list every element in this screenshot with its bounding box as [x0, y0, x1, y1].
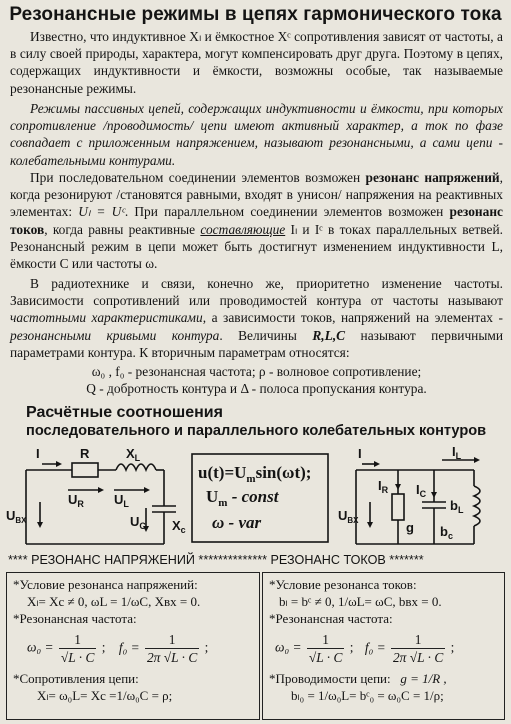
voltage-resonance-box — [6, 572, 260, 720]
right-conductance-title: *Проводимости цепи: g = 1/R , — [269, 671, 447, 686]
parallel-bl-label: $b_L$ — [450, 498, 464, 515]
omega0-fraction: $\frac{1}{√L \cdot C}$ — [60, 632, 95, 665]
parallel-circuit — [356, 460, 480, 544]
f0-fraction: $\frac{1}{2\pi √L \cdot C}$ — [392, 632, 444, 665]
series-uc-label: $U_C$ — [130, 514, 146, 531]
left-condition-title: *Условие резонанса напряжений: — [13, 577, 198, 592]
text-span: Iₗ и Iᶜ в токах параллельных ветвей. Резонансный режим в цепи может быть достигнут изменением индуктивности L, ёмкости C или частоты ω. — [10, 221, 503, 272]
series-xc-label: $X_c$ — [172, 518, 186, 535]
page-title: Резонансные режимы в цепях гармонического тока — [9, 4, 502, 25]
text-span: , когда резонируют /становятся равными, входят в унисон/ напряжения на реактивных элементах: — [10, 170, 503, 220]
left-condition-equation: Xₗ= Xc ≠ 0, ωL = 1/ωC, Xвх = 0. — [27, 594, 201, 609]
term-rlc: R,L,C — [312, 327, 346, 343]
omega0-fraction: $\frac{1}{√L \cdot C}$ — [308, 632, 343, 665]
circuit-diagrams — [6, 446, 506, 550]
series-r-label: R — [80, 446, 90, 461]
source-formula-line-3: ω - var — [212, 513, 262, 532]
left-resistance-title: *Сопротивления цепи: — [13, 671, 139, 686]
intro-paragraph — [10, 28, 503, 97]
section-title-1: Расчётные соотношения — [26, 404, 223, 421]
source-formula — [198, 463, 311, 532]
text-span: . При параллельном соединении элементов возможен — [124, 204, 450, 220]
omega0-label: ω₀ = — [27, 639, 54, 655]
text-span: , когда равны реактивные — [44, 221, 201, 237]
params-line-1: ω₀ , f₀ - резонансная частота; ρ - волновое сопротивление; — [91, 364, 422, 380]
left-frequency-title: *Резонансная частота: — [13, 611, 137, 626]
f0-label: f₀ = — [364, 639, 386, 655]
params-line-2: Q - добротность контура и Δ - полоса пропускания контура. — [86, 381, 427, 397]
text-span: , а зависимости токов, напряжений на элементах - — [202, 310, 504, 326]
text-span: называют первичными параметрами контура. К вторичным параметрам относятся: — [10, 327, 503, 360]
series-ur-label: $U_R$ — [68, 492, 84, 509]
paragraph-3 — [10, 169, 503, 272]
source-formula-line-2: $U_m$ - const — [206, 487, 279, 509]
term-current-resonance: резонанс токов — [10, 204, 503, 237]
series-ul-label: $U_L$ — [114, 492, 129, 509]
parallel-bc-label: $b_c$ — [440, 524, 453, 541]
series-current-label: I — [36, 446, 40, 461]
omega0-label: ω₀ = — [275, 639, 302, 655]
parallel-g-label: g — [406, 520, 414, 535]
term-components: составляющие — [200, 221, 286, 237]
paragraph-4 — [10, 275, 503, 361]
right-condition-title: *Условие резонанса токов: — [269, 577, 417, 592]
resonance-banner: **** РЕЗОНАНС НАПРЯЖЕНИЙ ************** РЕЗОНАНС ТОКОВ ******* — [8, 553, 424, 567]
right-frequency-title: *Резонансная частота: — [269, 611, 393, 626]
frequency-paragraph — [10, 275, 503, 397]
right-frequency-formula: ω₀ = $\frac{1}{√L \cdot C}$ ; f₀ = $\frac{1}{2\pi √L \cdot C}$ ; — [275, 632, 455, 665]
right-conductance-equation: bₗ₀ = 1/ω₀L= bᶜ₀ = ω₀C = 1/ρ; — [291, 688, 444, 703]
paragraph-2: Режимы пассивных цепей, содержащих индуктивности и ёмкости, при которых сопротивление /проводимость/ цепи имеют активный характер, а ток по фазе совпадает с приложенным напряжением, называют резонансными, а сами цепи - колебательными контурами. — [10, 101, 503, 168]
paragraph-1: Известно, что индуктивное Xₗ и ёмкостное Xᶜ сопротивления зависят от частоты, а в силу своей природы, характера, могут компенсировать друг друга. Поэтому в цепях, содержащих индуктивности и ёмкости, возможны особые, так называемые резонансные режимы. — [10, 29, 503, 96]
parallel-ic-label: $I_C$ — [416, 482, 427, 499]
parallel-input-voltage-label: $U_{BX}$ — [338, 508, 359, 525]
text-span: В радиотехнике и связи, конечно же, приоритетно изменение частоты. Зависимости сопротивлений или проводимостей контура от частоты называют — [10, 276, 503, 309]
text-span: . Величины — [219, 327, 313, 343]
term-voltage-resonance: резонанс напряжений — [365, 170, 500, 185]
series-circuit — [26, 463, 176, 544]
current-resonance-box — [262, 572, 505, 720]
left-resistance-equation: Xₗ= ω₀L= Xc =1/ω₀C = ρ; — [37, 688, 173, 703]
series-input-voltage-label: $U_{BX}$ — [6, 508, 27, 525]
section-title-2: последовательного и параллельного колебательных контуров — [26, 423, 487, 439]
right-condition-equation: bₗ = bᶜ ≠ 0, 1/ωL= ωC, bвх = 0. — [279, 594, 442, 609]
f0-label: f₀ = — [118, 639, 140, 655]
term-frequency-characteristics: частотными характеристиками — [10, 310, 203, 326]
parallel-il-label: $I_L$ — [452, 446, 462, 461]
parallel-current-label: I — [358, 446, 362, 461]
term-resonance-curves: резонансными кривыми контура — [10, 327, 220, 343]
f0-fraction: $\frac{1}{2\pi √L \cdot C}$ — [146, 632, 198, 665]
series-xl-label: $X_L$ — [126, 446, 141, 463]
definition-paragraph — [10, 100, 503, 169]
text-span: При последовательном соединении элементов возможен — [30, 170, 366, 185]
resonance-paragraph — [10, 169, 503, 272]
source-formula-line-1: $u(t)=U_m\sin(\omega t)$; — [198, 463, 312, 485]
equation-ul-uc: Uₗ = Uᶜ — [78, 204, 125, 220]
left-frequency-formula: ω₀ = $\frac{1}{√L \cdot C}$ ; f₀ = $\frac{1}{2\pi √L \cdot C}$ ; — [27, 632, 209, 665]
parallel-ir-label: $I_R$ — [378, 478, 389, 495]
